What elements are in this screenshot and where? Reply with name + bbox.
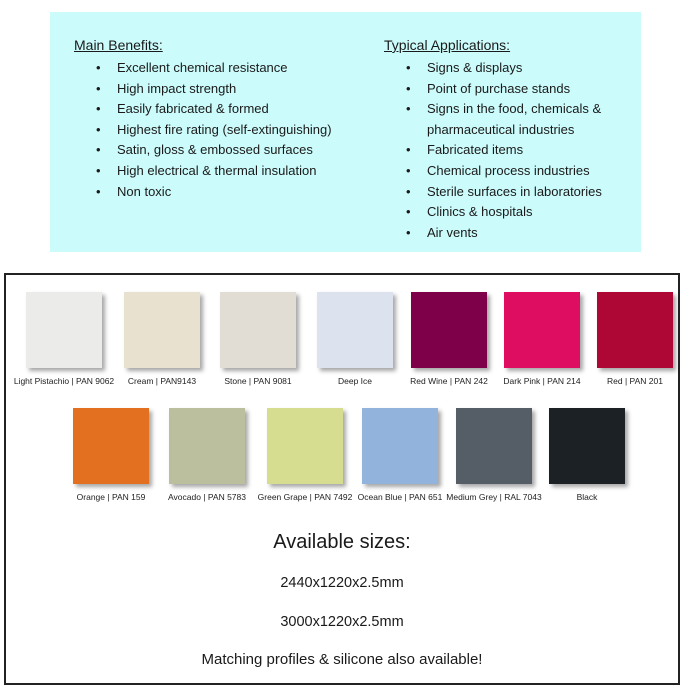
application-item: • Fabricated items — [384, 140, 602, 161]
benefit-item: • Satin, gloss & embossed surfaces — [74, 140, 332, 161]
color-swatch-label: Medium Grey | RAL 7043 — [446, 492, 542, 502]
size-option: 2440x1220x2.5mm — [280, 575, 404, 591]
color-swatch-label: Stone | PAN 9081 — [224, 376, 292, 386]
application-item: • Chemical process industries — [384, 161, 602, 182]
color-swatch-label: Dark Pink | PAN 214 — [503, 376, 581, 386]
benefit-item: • High electrical & thermal insulation — [74, 161, 332, 182]
color-swatch — [124, 292, 200, 368]
color-swatch-label: Black — [576, 492, 598, 502]
main-benefits-column — [74, 37, 332, 202]
color-swatch — [26, 292, 102, 368]
application-item: • Clinics & hospitals — [384, 202, 602, 223]
color-swatch-frame — [4, 273, 680, 685]
typical-applications-heading: Typical Applications: — [384, 37, 511, 53]
color-swatch-label: Orange | PAN 159 — [76, 492, 146, 502]
benefit-item: • Highest fire rating (self-extinguishing) — [74, 120, 332, 141]
color-swatch — [362, 408, 438, 484]
size-option: 3000x1220x2.5mm — [280, 614, 404, 630]
color-swatch-label: Deep Ice — [337, 376, 373, 386]
color-swatch-label: Red | PAN 201 — [607, 376, 663, 386]
color-swatch — [73, 408, 149, 484]
main-benefits-list — [74, 58, 332, 202]
benefit-item: • High impact strength — [74, 79, 332, 100]
benefit-item: • Excellent chemical resistance — [74, 58, 332, 79]
benefit-item: • Easily fabricated & formed — [74, 99, 332, 120]
color-swatch-label: Avocado | PAN 5783 — [168, 492, 246, 502]
color-swatch — [220, 292, 296, 368]
benefit-item: • Non toxic — [74, 182, 332, 203]
available-sizes-heading: Available sizes: — [273, 531, 411, 553]
application-item-continuation: pharmaceutical industries — [427, 121, 575, 137]
color-swatch — [267, 408, 343, 484]
application-item: • Sterile surfaces in laboratories — [384, 182, 602, 203]
color-swatch — [549, 408, 625, 484]
benefits-panel — [50, 12, 641, 252]
color-swatch-label: Red Wine | PAN 242 — [410, 376, 488, 386]
main-benefits-heading: Main Benefits: — [74, 37, 163, 53]
application-item: • Signs & displays — [384, 58, 602, 79]
color-swatch-label: Ocean Blue | PAN 651 — [357, 492, 443, 502]
color-swatch-label: Light Pistachio | PAN 9062 — [13, 376, 115, 386]
typical-applications-list — [384, 58, 602, 243]
matching-note: Matching profiles & silicone also available! — [201, 651, 483, 668]
color-swatch — [597, 292, 673, 368]
color-swatch — [504, 292, 580, 368]
color-swatch — [317, 292, 393, 368]
color-swatch-label: Cream | PAN9143 — [127, 376, 197, 386]
application-item: • Point of purchase stands — [384, 79, 602, 100]
color-swatch-label: Green Grape | PAN 7492 — [257, 492, 353, 502]
application-item: • Air vents — [384, 223, 602, 244]
application-item-text: Signs in the food, chemicals & — [427, 101, 602, 117]
application-item — [384, 99, 602, 140]
color-swatch — [411, 292, 487, 368]
typical-applications-column — [384, 37, 602, 243]
color-swatch — [169, 408, 245, 484]
color-swatch — [456, 408, 532, 484]
